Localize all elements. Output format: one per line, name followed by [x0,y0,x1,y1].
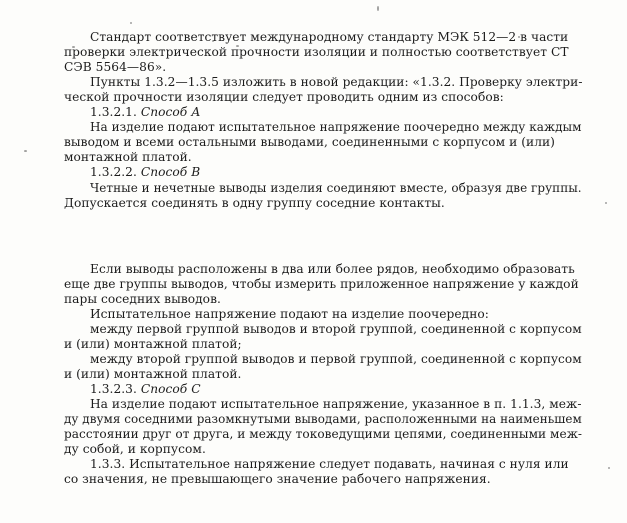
list-line: и (или) монтажной платой; [64,337,242,351]
paragraph-line: расстоянии друг от друга, и между токоведущими цепями, соединенными меж- [64,427,583,441]
paragraph-line: ческой прочности изоляции следует проводить одним из способов: [64,90,504,104]
paragraph-line: еще две группы выводов, чтобы измерить приложенное напряжение у каждой [64,277,579,291]
paragraph-line: Допускается соединять в одну группу соседние контакты. [64,196,445,210]
list-line: между первой группой выводов и второй группой, соединенной с корпусом [90,322,582,336]
paragraph-line: ду двумя соседними разомкнутыми выводами, расположенными на наименьшем [64,412,582,426]
list-line: между второй группой выводов и первой группой, соединенной с корпусом [90,352,582,366]
section-title: Способ С [140,382,201,396]
section-number: 1.3.2.2. [90,165,137,179]
paragraph-line: Испытательное напряжение подают на изделие поочередно: [90,307,489,321]
scan-speck [608,467,610,469]
paragraph-line: монтажной платой. [64,150,192,164]
scan-speck [24,150,27,152]
scan-speck [130,22,132,24]
section-title: Способ А [140,105,201,119]
paragraph-line: На изделие подают испытательное напряжение поочередно между каждым [90,120,582,134]
paragraph-line: пары соседних выводов. [64,292,221,306]
paragraph-line: проверки электрической прочности изоляции и полностью соответствует СТ [64,45,569,59]
list-line: и (или) монтажной платой. [64,367,242,381]
section-heading [90,165,200,180]
section-number: 1.3.2.3. [90,382,137,396]
paragraph-line: Стандарт соответствует международному стандарту МЭК 512—2 в части [90,30,569,44]
paragraph-line: СЭВ 5564—86». [64,60,167,74]
section-number: 1.3.2.1. [90,105,137,119]
section-heading [90,105,200,120]
paragraph-line: 1.3.3. Испытательное напряжение следует подавать, начиная с нуля или [90,457,569,471]
scan-speck [377,6,379,11]
paragraph-line: Если выводы расположены в два или более рядов, необходимо образовать [90,262,575,276]
paragraph-line: Четные и нечетные выводы изделия соединяют вместе, образуя две группы. [90,181,582,195]
paragraph-line: Пункты 1.3.2—1.3.5 изложить в новой редакции: «1.3.2. Проверку электри- [90,75,583,89]
paragraph-line: выводом и всеми остальными выводами, соединенными с корпусом и (или) [64,135,555,149]
paragraph-line: ду собой, и корпусом. [64,442,206,456]
paragraph-line: со значения, не превышающего значение рабочего напряжения. [64,472,491,486]
section-title: Способ В [140,165,201,179]
scan-speck [605,202,607,204]
section-heading [90,382,201,397]
paragraph-line: На изделие подают испытательное напряжение, указанное в п. 1.1.3, меж- [90,397,582,411]
